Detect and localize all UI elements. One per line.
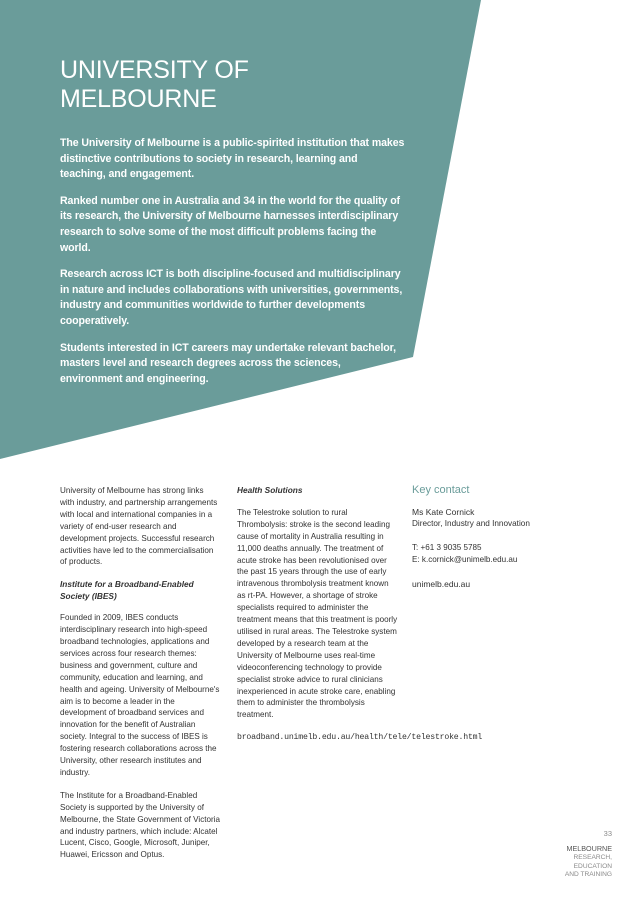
intro-paragraph: University of Melbourne has strong links with industry, and partnership arrangements with local and international companies in a variety of end-user research and development projects. Successful research activities have led to the commercialisation of products.	[60, 486, 218, 567]
health-subheading: Health Solutions	[237, 485, 303, 495]
contact-phone[interactable]: T: +61 3 9035 5785	[412, 542, 482, 552]
brand-line-3: EDUCATION	[573, 862, 612, 870]
brand-line-2: RESEARCH,	[573, 853, 612, 861]
brand-line-4: AND TRAINING	[564, 871, 612, 879]
column-left	[60, 485, 220, 872]
ibes-paragraph-2: The Institute for a Broadband-Enabled Society is supported by the University of Melbourne, the State Government of Victoria and industry partners, which include: Alcatel Lucent, Cisco, Google, Microsoft, Juniper, Huawei, Ericsson and Optus.	[60, 790, 221, 860]
footer-brand	[565, 845, 612, 880]
contact-email[interactable]: E: k.cornick@unimelb.edu.au	[412, 554, 518, 564]
contact-name: Ms Kate Cornick	[412, 506, 475, 517]
key-contact-panel	[412, 485, 612, 591]
page-title: UNIVERSITY OF MELBOURNE	[60, 56, 249, 113]
website-link[interactable]: unimelb.edu.au	[412, 578, 471, 589]
key-contact-heading: Key contact	[412, 484, 470, 496]
hero-paragraph-4: Students interested in ICT careers may undertake relevant bachelor, masters level and research degrees across the sciences, environment and engineering.	[60, 341, 396, 385]
hero-paragraph-2: Ranked number one in Australia and 34 in the world for the quality of its research, the University of Melbourne harnesses interdisciplinary research to solve some of the most difficult problems facing the world.	[60, 194, 400, 254]
telestroke-link[interactable]: broadband.unimelb.edu.au/health/tele/telestroke.html	[237, 733, 483, 743]
hero-paragraph-1: The University of Melbourne is a public-spirited institution that makes distinctive contributions to society in research, learning and teaching, and engagement.	[60, 137, 405, 181]
hero-section	[60, 56, 405, 398]
ibes-subheading: Institute for a Broadband-Enabled Society (IBES)	[60, 579, 194, 602]
ibes-paragraph-1: Founded in 2009, IBES conducts interdisciplinary research into high-speed broadband technologies, applications and services across four research themes: business and government, culture and community, education and learning, and health and ageing. University of Melbourne's aim is to become a leader in the development of broadband services and innovation for the benefit of Australian society. Integral to the success of IBES is fostering research collaborations across the University, other research institutes and industry.	[60, 613, 220, 777]
page-number: 33	[603, 829, 612, 838]
brand-line-1: MELBOURNE	[566, 844, 612, 853]
contact-role: Director, Industry and Innovation	[412, 518, 530, 528]
telestroke-paragraph: The Telestroke solution to rural Thrombolysis: stroke is the second leading cause of mortality in Australia resulting in 11,000 deaths annually. The treatment of acute stroke has been revolutionised over the past 15 years through the use of early intravenous thrombolysis treatment known as rt-PA. However, a shortage of stroke specialists required to administer the treatment means that this treatment is poorly utilised in rural areas. The Telestroke system developed by a research team at the University of Melbourne uses real-time videoconferencing technology to provide specialist stroke advice to rural clinicians inexperienced in acute stroke care, enabling them to administer the thrombolysis treatment.	[237, 507, 398, 720]
hero-paragraph-3: Research across ICT is both discipline-focused and multidisciplinary in nature and includes collaborations with universities, governments, industry and communities worldwide to further developments cooperatively.	[60, 268, 403, 327]
